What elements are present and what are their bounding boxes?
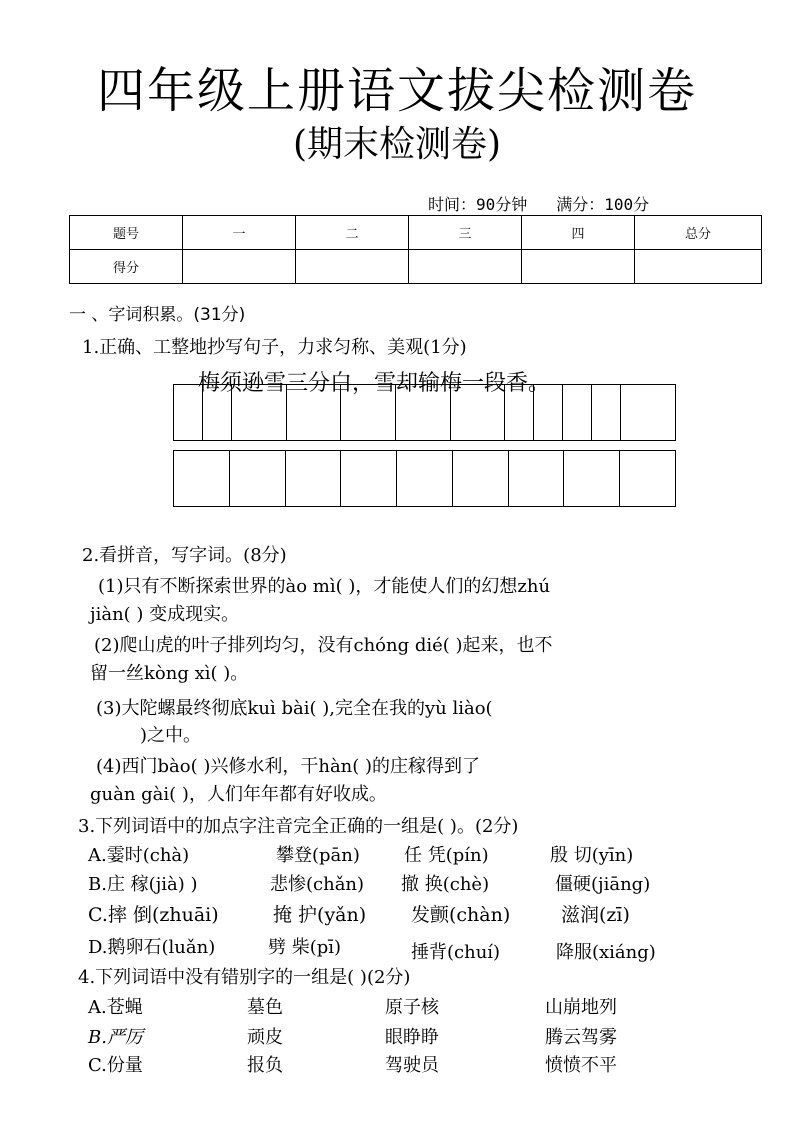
q3-option: 任 凭(pín)	[404, 845, 489, 866]
q3-option: 殷 切(yīn)	[550, 845, 634, 866]
section-1-heading: 一 、字词积累。(31分)	[69, 305, 246, 325]
grid-cell[interactable]	[397, 451, 453, 506]
q4-option: 墓色	[247, 997, 283, 1018]
q4-option: 眼睁睁	[385, 1027, 439, 1048]
q2-line: (4)西门bào( )兴修水利，干hàn( )的庄稼得到了	[96, 756, 481, 777]
q3-option: 发颤(chàn)	[411, 904, 511, 926]
score-header-cell: 题号	[70, 216, 183, 250]
q3-option: 撤 换(chè)	[401, 874, 490, 895]
score-blank-cell[interactable]	[296, 250, 409, 284]
grid-cell[interactable]	[563, 385, 592, 440]
q2-prompt: 2.看拼音，写字词。(8分)	[82, 545, 287, 566]
copy-sentence: 梅须逊雪三分白，雪却输梅一段香。	[198, 371, 551, 396]
q4-option: 顽皮	[247, 1027, 283, 1048]
score-header-cell: 二	[296, 216, 409, 250]
score-blank-cell[interactable]	[409, 250, 522, 284]
q3-option: 僵硬(jiāng)	[555, 874, 651, 895]
page-title: 四年级上册语文拔尖检测卷	[96, 63, 697, 119]
q2-line: )之中。	[140, 725, 202, 746]
score-table	[69, 215, 762, 284]
q3-option: 滋润(zī)	[561, 904, 630, 926]
exam-meta	[428, 192, 649, 215]
score-header-cell: 总分	[635, 216, 762, 250]
q4-option: 原子核	[385, 997, 439, 1018]
q3-option: A.霎时(chà)	[88, 845, 190, 866]
q3-option: C.摔 倒(zhuāi)	[88, 904, 219, 926]
q4-prompt: 4.下列词语中没有错别字的一组是( )(2分)	[78, 967, 411, 988]
q4-option: 报负	[247, 1055, 283, 1076]
writing-grid-row-2[interactable]	[173, 450, 676, 507]
q2-line: (1)只有不断探索世界的ào mì( )，才能使人们的幻想zhú	[98, 576, 551, 597]
q4-option: 山崩地列	[545, 997, 617, 1018]
score-blank-cell[interactable]	[183, 250, 296, 284]
score-blank-cell[interactable]	[635, 250, 762, 284]
time-label: 时间：90分钟	[428, 195, 528, 214]
score-header-cell: 三	[409, 216, 522, 250]
q2-line: (3)大陀螺最终彻底kuì bài( ),完全在我的yù liào(	[96, 698, 493, 719]
q1-prompt: 1.正确、工整地抄写句子，力求匀称、美观(1分)	[82, 337, 467, 358]
q3-option: D.鹅卵石(luǎn)	[88, 937, 216, 958]
q3-prompt: 3.下列词语中的加点字注音完全正确的一组是( )。(2分)	[78, 816, 519, 837]
grid-cell[interactable]	[286, 451, 342, 506]
grid-cell[interactable]	[453, 451, 509, 506]
q3-option: 悲惨(chǎn)	[270, 874, 365, 895]
score-header-cell: 一	[183, 216, 296, 250]
grid-cell[interactable]	[174, 451, 230, 506]
q3-option: 劈 柴(pī)	[268, 937, 342, 958]
q4-option: C.份量	[88, 1055, 143, 1076]
score-row-label: 得分	[70, 250, 183, 284]
q2-line: guàn gài( )，人们年年都有好收成。	[90, 784, 387, 805]
q2-line: jiàn( ) 变成现实。	[90, 604, 240, 625]
q3-option: B.庄 稼(jià) )	[88, 874, 198, 895]
q4-option: 愤愤不平	[545, 1055, 617, 1076]
grid-cell[interactable]	[592, 385, 621, 440]
q3-option: 攀登(pān)	[276, 845, 360, 866]
q3-option: 降服(xiáng)	[556, 942, 656, 963]
score-table-header-row	[70, 216, 762, 250]
score-table-score-row	[70, 250, 762, 284]
grid-cell[interactable]	[230, 451, 286, 506]
q4-option: 驾驶员	[385, 1055, 439, 1076]
score-label: 满分：100分	[556, 195, 650, 214]
page-subtitle: (期末检测卷)	[292, 124, 502, 165]
q3-option: 掩 护(yǎn)	[273, 904, 367, 926]
q2-line: (2)爬山虎的叶子排列均匀，没有chóng dié( )起来，也不	[94, 635, 553, 656]
q2-line: 留一丝kòng xì( )。	[90, 663, 249, 684]
score-blank-cell[interactable]	[522, 250, 635, 284]
q4-option: B.严厉	[88, 1027, 143, 1048]
q4-option: 腾云驾雾	[545, 1027, 617, 1048]
grid-cell[interactable]	[620, 451, 675, 506]
grid-cell[interactable]	[341, 451, 397, 506]
grid-cell[interactable]	[564, 451, 620, 506]
q4-option: A.苍蝇	[88, 997, 143, 1018]
q3-option: 捶背(chuí)	[411, 942, 501, 963]
grid-cell[interactable]	[509, 451, 565, 506]
grid-cell[interactable]	[621, 385, 675, 440]
score-header-cell: 四	[522, 216, 635, 250]
